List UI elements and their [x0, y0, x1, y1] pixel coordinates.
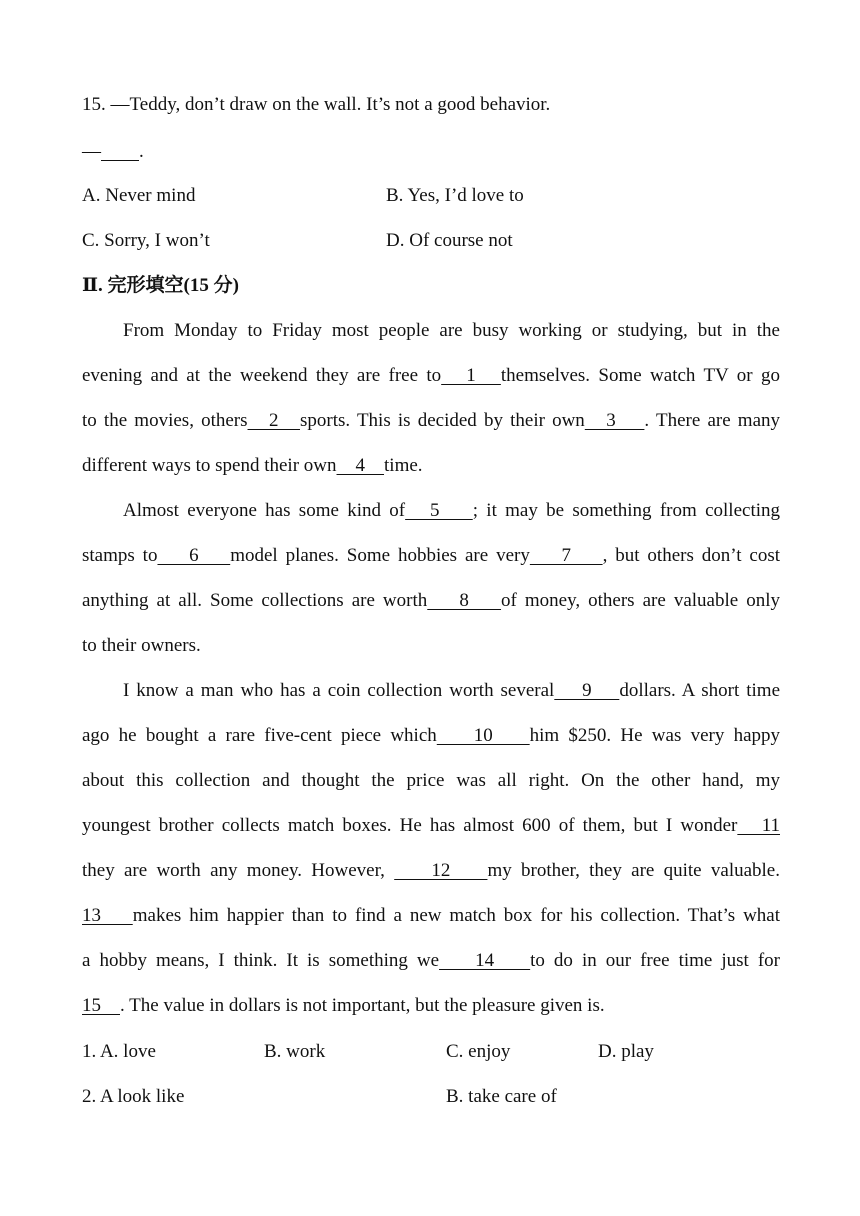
question-15-stem: 15. —Teddy, don’t draw on the wall. It’s not a good behavior.: [82, 94, 551, 115]
blank-13: 13: [82, 905, 133, 926]
question-15-answer-line: [82, 140, 144, 164]
text-segment: him $250. He was very happy: [529, 725, 781, 746]
text-segment: model planes. Some hobbies are very: [230, 545, 530, 566]
p3-line-4: [82, 814, 780, 838]
p1-line-4: [82, 454, 423, 478]
text-segment: a hobby means, I think. It is something we: [82, 950, 440, 971]
answer-end: .: [139, 141, 144, 162]
p3-line-7: [82, 949, 780, 973]
option-b: B. Yes, I’d love to: [386, 185, 524, 206]
p1-line-3: [82, 409, 780, 433]
text-segment: ago he bought a rare five-cent piece which: [82, 725, 437, 746]
p3-line-3: about this collection and thought the price was all right. On the other hand, my: [82, 770, 780, 791]
p2-line-1: [82, 499, 780, 523]
p3-line-5: [82, 859, 780, 883]
q2-option-a: 2. A look like: [82, 1086, 185, 1107]
text-segment: sports. This is decided by their own: [299, 410, 585, 431]
option-c: C. Sorry, I won’t: [82, 230, 210, 251]
blank-10: 10: [436, 725, 530, 746]
text-segment: themselves. Some watch TV or go: [500, 365, 780, 386]
blank-9: 9: [554, 680, 620, 701]
blank-12: 12: [394, 860, 488, 881]
q1-option-a: 1. A. love: [82, 1041, 156, 1062]
text-segment: time.: [384, 455, 423, 476]
text-segment: to the movies, others: [82, 410, 248, 431]
blank-11: 11: [737, 815, 780, 836]
text-segment: stamps to: [82, 545, 158, 566]
text-segment: my brother, they are quite valuable.: [487, 860, 780, 881]
p2-line-4: to their owners.: [82, 635, 201, 656]
text-segment: to do in our free time just for: [530, 950, 780, 971]
p1-line-1: From Monday to Friday most people are busy working or studying, but in the: [123, 320, 780, 341]
text-segment: . The value in dollars is not important, but the pleasure given is.: [120, 995, 605, 1016]
blank-3: 3: [584, 410, 645, 431]
text-segment: they are worth any money. However,: [82, 860, 385, 881]
p1-line-2: [82, 364, 780, 388]
q1-option-d: D. play: [598, 1041, 654, 1062]
text-segment: ; it may be something from collecting: [472, 500, 781, 521]
blank-14: 14: [439, 950, 531, 971]
text-segment: of money, others are valuable only: [501, 590, 780, 611]
p3-line-2: [82, 724, 780, 748]
option-a: A. Never mind: [82, 185, 196, 206]
blank-6: 6: [157, 545, 231, 566]
section-heading: Ⅱ. 完形填空(15 分): [82, 275, 239, 296]
blank-2: 2: [247, 410, 300, 431]
text-segment: anything at all. Some collections are worth: [82, 590, 428, 611]
q1-option-b: B. work: [264, 1041, 326, 1062]
q1-option-c: C. enjoy: [446, 1041, 511, 1062]
answer-blank: [101, 141, 139, 162]
p3-line-8: [82, 994, 605, 1018]
text-segment: Almost everyone has some kind of: [123, 500, 406, 521]
text-segment: youngest brother collects match boxes. He has almost 600 of them, but I wonder: [82, 815, 738, 836]
option-d: D. Of course not: [386, 230, 513, 251]
blank-5: 5: [405, 500, 473, 521]
text-segment: dollars. A short time: [619, 680, 780, 701]
blank-8: 8: [427, 590, 502, 611]
p2-line-3: [82, 589, 780, 613]
answer-dash: —: [82, 141, 101, 162]
text-segment: evening and at the weekend they are free to: [82, 365, 442, 386]
blank-15: 15: [82, 995, 120, 1016]
p3-line-1: [82, 679, 780, 703]
blank-7: 7: [529, 545, 603, 566]
blank-1: 1: [441, 365, 501, 386]
blank-4: 4: [336, 455, 385, 476]
p3-line-6: [82, 904, 780, 928]
text-segment: . There are many: [644, 410, 781, 431]
text-segment: , but others don’t cost: [602, 545, 781, 566]
q2-option-b: B. take care of: [446, 1086, 557, 1107]
p2-line-2: [82, 544, 780, 568]
text-segment: makes him happier than to find a new match box for his collection. That’s what: [132, 905, 781, 926]
text-segment: different ways to spend their own: [82, 455, 337, 476]
text-segment: I know a man who has a coin collection worth several: [123, 680, 555, 701]
